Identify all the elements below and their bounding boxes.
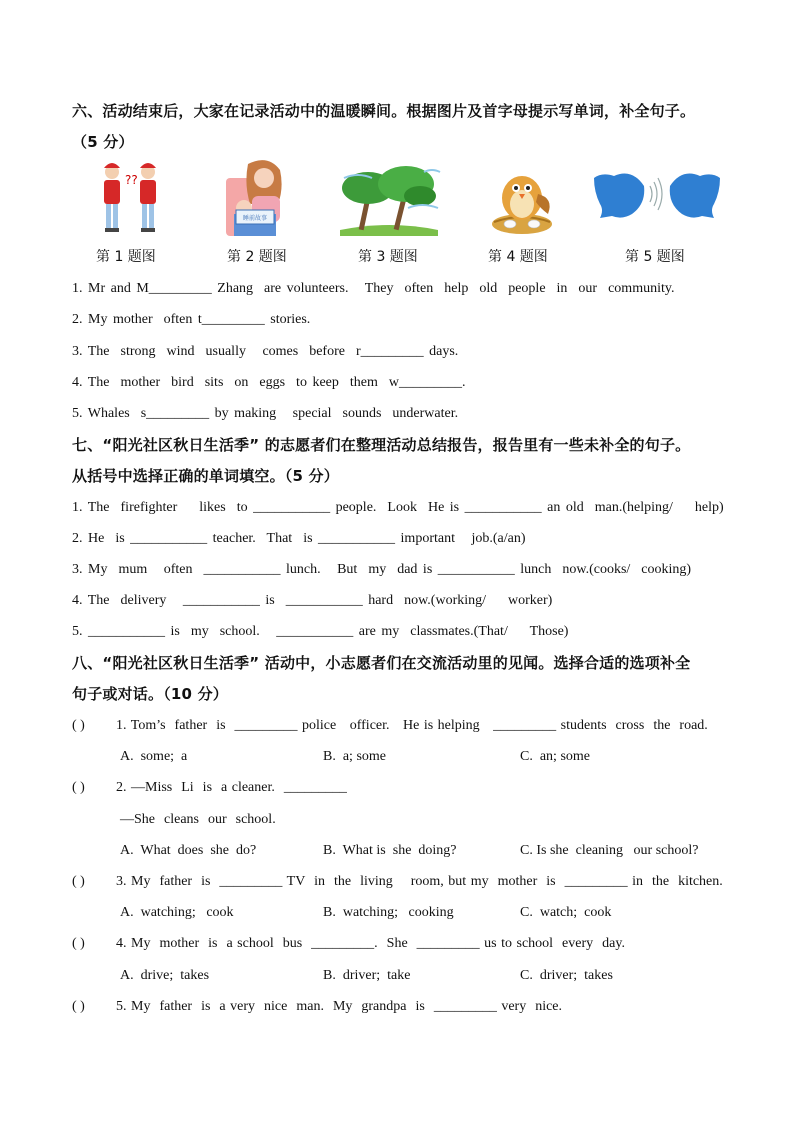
option-b[interactable]: B. watching; cooking <box>323 905 454 920</box>
s6-item-1: 1. Mr and M_________ Zhang are volunteers. They often help old people in our community. <box>72 281 675 296</box>
option-c[interactable]: C. Is she cleaning our school? <box>520 843 699 858</box>
s8-question-1: 1. Tom’s father is _________ police officer. He is helping _________ students cross the road. <box>116 718 708 733</box>
section-8-title-line1: 八、“阳光社区秋日生活季” 活动中，小志愿者们在交流活动里的见闻。选择合适的选项补全 <box>72 654 691 672</box>
answer-paren-3[interactable]: ( ) <box>72 874 85 889</box>
caption-2: 第 2 题图 <box>227 249 287 265</box>
s6-item-5: 5. Whales s_________ by making special sounds underwater. <box>72 406 459 421</box>
answer-paren-5[interactable]: ( ) <box>72 999 85 1014</box>
strong-wind-picture <box>338 158 442 238</box>
section-6-title-line2: （5 分） <box>72 133 134 151</box>
option-a[interactable]: A. drive; takes <box>120 968 210 983</box>
s8-question-2-reply: —She cleans our school. <box>120 812 276 827</box>
caption-5: 第 5 题图 <box>625 249 685 265</box>
option-c[interactable]: C. watch; cook <box>520 905 612 920</box>
svg-text:??: ?? <box>125 173 138 187</box>
option-c[interactable]: C. driver; takes <box>520 968 613 983</box>
option-c[interactable]: C. an; some <box>520 749 590 764</box>
s7-item-3: 3. My mum often ___________ lunch. But my dad is ___________ lunch now.(cooks/ cooking) <box>72 562 692 577</box>
whales-picture <box>592 158 722 238</box>
option-b[interactable]: B. driver; take <box>323 968 411 983</box>
answer-paren-4[interactable]: ( ) <box>72 936 85 951</box>
answer-paren-1[interactable]: ( ) <box>72 718 85 733</box>
option-b[interactable]: B. a; some <box>323 749 386 764</box>
mother-reading-picture <box>222 158 298 238</box>
s7-item-2: 2. He is ___________ teacher. That is ___________ important job.(a/an) <box>72 531 526 546</box>
section-7-title <box>72 430 772 492</box>
section-6-title <box>72 96 772 158</box>
mother-bird-picture <box>484 158 560 238</box>
book-cover-text: 睡前故事 <box>242 215 268 222</box>
s8-question-2: 2. —Miss Li is a cleaner. _________ <box>116 780 347 795</box>
volunteers-picture <box>92 158 170 238</box>
s7-item-5: 5. ___________ is my school. ___________ are my classmates.(That/ Those) <box>72 624 569 639</box>
volunteer-right-figure <box>140 163 156 232</box>
answer-paren-2[interactable]: ( ) <box>72 780 85 795</box>
s6-item-2: 2. My mother often t_________ stories. <box>72 312 311 327</box>
option-a[interactable]: A. watching; cook <box>120 905 234 920</box>
section-7-title-line2: 从括号中选择正确的单词填空。（5 分） <box>72 467 339 485</box>
s8-question-3: 3. My father is _________ TV in the living room, but my mother is _________ in the kitchen. <box>116 874 723 889</box>
option-b[interactable]: B. What is she doing? <box>323 843 457 858</box>
section-8-title-line2: 句子或对话。（10 分） <box>72 685 228 703</box>
caption-4: 第 4 题图 <box>488 249 548 265</box>
section-7-title-line1: 七、“阳光社区秋日生活季” 的志愿者们在整理活动总结报告，报告里有一些未补全的句子。 <box>72 436 691 454</box>
option-a[interactable]: A. What does she do? <box>120 843 257 858</box>
caption-3: 第 3 题图 <box>358 249 418 265</box>
caption-1: 第 1 题图 <box>96 249 156 265</box>
section-6-title-line1: 六、活动结束后，大家在记录活动中的温暖瞬间。根据图片及首字母提示写单词，补全句子。 <box>72 102 696 120</box>
volunteer-left-figure <box>104 163 120 232</box>
s7-item-4: 4. The delivery ___________ is ___________ hard now.(working/ worker) <box>72 593 553 608</box>
s8-question-4: 4. My mother is a school bus _________. She _________ us to school every day. <box>116 936 625 951</box>
s6-item-3: 3. The strong wind usually comes before r_________ days. <box>72 344 459 359</box>
section-8-title <box>72 648 772 710</box>
s8-question-5: 5. My father is a very nice man. My grandpa is _________ very nice. <box>116 999 563 1014</box>
s6-item-4: 4. The mother bird sits on eggs to keep them w_________. <box>72 375 466 390</box>
option-a[interactable]: A. some; a <box>120 749 188 764</box>
s7-item-1: 1. The firefighter likes to ___________ people. Look He is ___________ an old man.(helping/ help) <box>72 500 724 515</box>
